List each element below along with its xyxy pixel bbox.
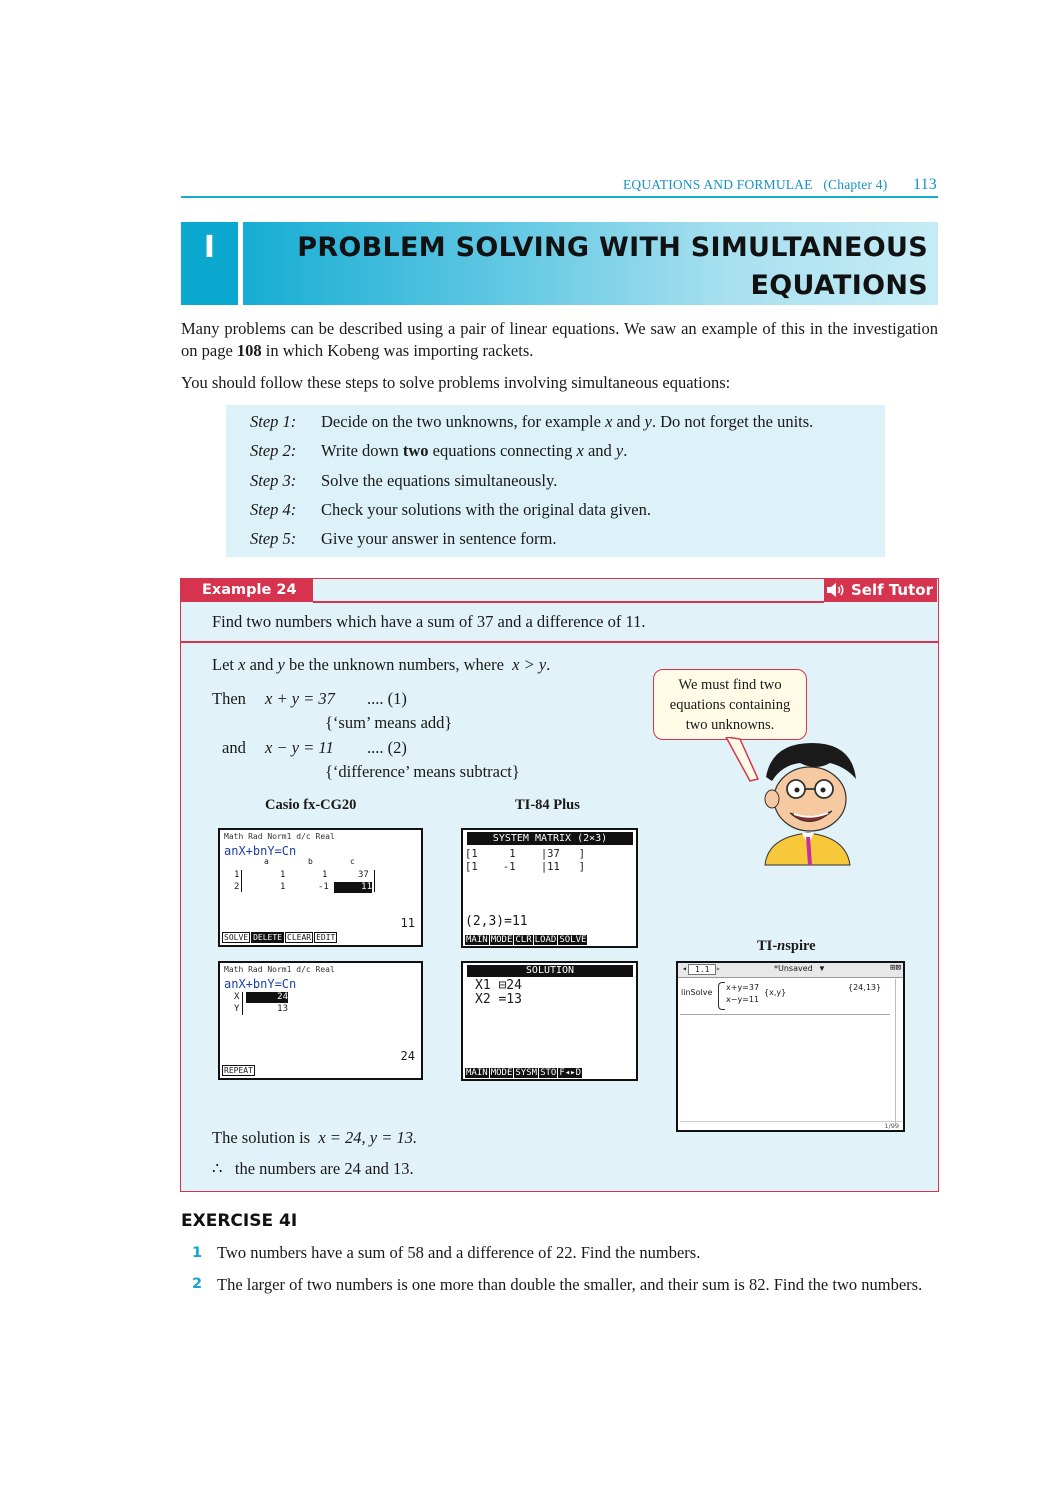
chapter-ref: (Chapter 4) bbox=[823, 177, 888, 192]
dropdown-icon: ▼ bbox=[818, 964, 826, 973]
menu-sysm: SYSM bbox=[515, 1068, 538, 1078]
matrix-row-2: [1 -1 |11 ] bbox=[465, 861, 586, 873]
text: and bbox=[245, 655, 278, 674]
text: be the unknown numbers, where bbox=[284, 655, 509, 674]
cell: 1 bbox=[280, 870, 286, 880]
step-label: Step 5: bbox=[250, 529, 297, 548]
equation-2: x − y = 11 bbox=[265, 738, 334, 757]
footer-divider bbox=[680, 1121, 902, 1122]
x-value: 24 bbox=[246, 992, 288, 1003]
menu-solve: SOLVE bbox=[559, 935, 587, 945]
matrix-bracket bbox=[242, 992, 243, 1015]
menu-repeat: REPEAT bbox=[224, 1066, 253, 1075]
let-statement bbox=[212, 655, 550, 675]
var-x: x bbox=[576, 441, 584, 460]
then-label: Then bbox=[212, 689, 246, 708]
col-a: a bbox=[264, 857, 269, 866]
bubble-line: two unknowns. bbox=[685, 717, 775, 733]
brace-icon bbox=[718, 982, 725, 1010]
intro-text-a: Many problems can be described using a pair of linear equations. We saw an example of this in the investigation on page bbox=[181, 319, 938, 360]
menu-clear: CLEAR bbox=[287, 933, 312, 942]
example-divider bbox=[181, 641, 938, 643]
battery-close-icon: ⊞⊠ bbox=[890, 963, 901, 973]
header-rule bbox=[181, 196, 938, 198]
menu-delete: DELETE bbox=[253, 933, 282, 942]
bubble-line: We must find two bbox=[678, 677, 782, 693]
menu-sto: STO bbox=[540, 1068, 557, 1078]
page-number: 113 bbox=[912, 176, 937, 193]
nspire-vars: {x,y} bbox=[764, 988, 787, 997]
var-y: y bbox=[277, 655, 285, 674]
step-label: Step 3: bbox=[250, 471, 297, 490]
question-number: 1 bbox=[192, 1245, 203, 1261]
equation-2-tag: .... (2) bbox=[367, 738, 407, 757]
cell: 37 bbox=[358, 870, 369, 880]
menu-main: MAIN bbox=[466, 1068, 488, 1078]
solution-x1: X1 ⊟24 bbox=[475, 978, 522, 993]
ti84-screen-2 bbox=[461, 961, 638, 1081]
nspire-eq2: x−y=11 bbox=[726, 995, 760, 1004]
status-icons: Math Rad Norm1 d/c Real bbox=[224, 832, 335, 841]
therefore-icon: ∴ bbox=[212, 1159, 223, 1178]
conclusion-text: the numbers are 24 and 13. bbox=[234, 1159, 414, 1178]
entry-divider bbox=[680, 1014, 890, 1015]
equation-1-tag: .... (1) bbox=[367, 689, 407, 708]
matrix-bracket bbox=[374, 870, 375, 892]
bubble-line: equations containing bbox=[669, 697, 791, 713]
result-value: 11 bbox=[400, 916, 415, 930]
step-text: Check your solutions with the original data given. bbox=[321, 500, 651, 519]
example-top-rule bbox=[313, 601, 824, 603]
nspire-tab: 1.1 bbox=[688, 964, 716, 975]
exercise-heading: EXERCISE 4I bbox=[181, 1211, 298, 1231]
intro-paragraph bbox=[181, 318, 938, 362]
question-1: Two numbers have a sum of 58 and a difference of 22. Find the numbers. bbox=[217, 1243, 701, 1262]
menu-load: LOAD bbox=[534, 935, 557, 945]
and-label: and bbox=[222, 738, 246, 757]
var-x: x bbox=[605, 412, 613, 431]
casio-screen-2 bbox=[218, 961, 423, 1080]
matrix-title: SYSTEM MATRIX (2×3) bbox=[467, 832, 633, 845]
ti84-screen-1 bbox=[461, 828, 638, 948]
step-text bbox=[321, 441, 627, 461]
nspire-result: {24,13} bbox=[848, 983, 882, 992]
note-sum: {‘sum’ means add} bbox=[325, 713, 453, 732]
equation-header: anX+bnY=Cn bbox=[224, 977, 297, 991]
var-y: y bbox=[644, 412, 652, 431]
note-difference: {‘difference’ means subtract} bbox=[325, 762, 520, 781]
ti84-label: TI-84 Plus bbox=[515, 797, 580, 813]
selected-cell: 11 bbox=[334, 882, 372, 893]
solution-title: SOLUTION bbox=[467, 965, 633, 977]
solution-x2: X2 =13 bbox=[475, 992, 522, 1007]
equation-1: x + y = 37 bbox=[265, 689, 335, 708]
steps-intro: You should follow these steps to solve problems involving simultaneous equations: bbox=[181, 373, 731, 392]
step-text-part: and bbox=[583, 441, 616, 460]
step-label: Step 4: bbox=[250, 500, 297, 519]
function-menu bbox=[465, 1068, 582, 1078]
cell: 1 bbox=[322, 870, 328, 880]
conclusion-line bbox=[212, 1159, 414, 1179]
tinspire-screen bbox=[676, 961, 905, 1132]
step-text-part: and bbox=[612, 412, 645, 431]
nav-left-icon: ◂ bbox=[682, 964, 687, 973]
cell-status: (2,3)=11 bbox=[465, 914, 528, 929]
self-tutor-label: Self Tutor bbox=[850, 581, 933, 599]
var-y: y bbox=[615, 441, 624, 460]
intro-text-b: in which Kobeng was importing rackets. bbox=[261, 341, 534, 360]
solution-line bbox=[212, 1128, 417, 1148]
casio-label: Casio fx-CG20 bbox=[265, 797, 357, 813]
section-title bbox=[297, 229, 928, 305]
menu-solve: SOLVE bbox=[224, 933, 249, 942]
page-ref: 108 bbox=[236, 341, 262, 360]
running-header bbox=[623, 176, 937, 194]
tutor-character-icon bbox=[720, 737, 860, 867]
section-title-line2: EQUATIONS bbox=[750, 270, 928, 301]
step-label: Step 2: bbox=[250, 441, 297, 460]
equation-header: anX+bnY=Cn bbox=[224, 844, 297, 858]
scrollbar[interactable] bbox=[895, 979, 902, 1124]
nav-right-icon: ▸ bbox=[716, 964, 721, 973]
speech-bubble bbox=[653, 669, 807, 740]
menu-edit: EDIT bbox=[316, 933, 336, 942]
step-label: Step 1: bbox=[250, 412, 297, 431]
section-letter: I bbox=[181, 222, 238, 305]
row-index: 2 bbox=[234, 882, 240, 892]
text: The solution is bbox=[212, 1128, 315, 1147]
status-icons: Math Rad Norm1 d/c Real bbox=[224, 965, 335, 974]
step-text-part: Write down bbox=[321, 441, 403, 460]
matrix-bracket bbox=[241, 870, 242, 892]
section-title-line1: PROBLEM SOLVING WITH SIMULTANEOUS bbox=[297, 232, 928, 263]
tinspire-label-c: spire bbox=[785, 938, 816, 954]
casio-screen-1 bbox=[218, 828, 423, 947]
question-2: The larger of two numbers is one more than double the smaller, and their sum is 82. Find the two numbers. bbox=[217, 1275, 923, 1294]
text: Let bbox=[212, 655, 239, 674]
menu-mode: MODE bbox=[490, 1068, 513, 1078]
step-bold: two bbox=[402, 441, 429, 460]
cell: -1 bbox=[318, 882, 329, 892]
col-c: c bbox=[350, 857, 355, 866]
condition: x > y bbox=[512, 655, 547, 674]
self-tutor-button[interactable] bbox=[824, 579, 937, 602]
y-value: 13 bbox=[277, 1004, 288, 1014]
nspire-command: linSolve bbox=[681, 988, 713, 997]
step-text-part: equations connecting bbox=[428, 441, 577, 460]
menu-main: MAIN bbox=[466, 935, 488, 945]
var-x: x bbox=[238, 655, 246, 674]
step-text-part: . bbox=[623, 441, 628, 460]
text: . bbox=[546, 655, 551, 674]
question-number: 2 bbox=[192, 1276, 203, 1292]
tinspire-label-a: TI- bbox=[757, 938, 778, 954]
menu-mode: MODE bbox=[490, 935, 513, 945]
x-label: X bbox=[234, 992, 240, 1002]
cell: 1 bbox=[280, 882, 286, 892]
example-question: Find two numbers which have a sum of 37 and a difference of 11. bbox=[212, 612, 646, 631]
menu-clr: CLR bbox=[515, 935, 532, 945]
step-text: Solve the equations simultaneously. bbox=[321, 471, 558, 490]
running-title: EQUATIONS AND FORMULAE bbox=[622, 177, 813, 192]
speaker-icon bbox=[826, 583, 846, 597]
tinspire-label bbox=[757, 938, 816, 955]
tinspire-label-b: n bbox=[777, 938, 786, 954]
example-tab: Example 24 bbox=[181, 579, 313, 602]
nspire-doc-name: *Unsaved bbox=[774, 964, 813, 973]
result-value: 24 bbox=[400, 1049, 415, 1063]
col-b: b bbox=[308, 857, 313, 866]
y-label: Y bbox=[234, 1004, 240, 1014]
nspire-eq1: x+y=37 bbox=[726, 983, 760, 992]
menu-frac-dec: F◂▸D bbox=[559, 1068, 582, 1078]
matrix-row-1: [1 1 |37 ] bbox=[465, 848, 586, 860]
step-text: Give your answer in sentence form. bbox=[321, 529, 557, 548]
nspire-footer: 1/99 bbox=[884, 1122, 899, 1130]
solution-values: x = 24, y = 13. bbox=[318, 1128, 418, 1147]
row-index: 1 bbox=[234, 870, 240, 880]
function-menu bbox=[465, 935, 587, 945]
step-text-part: . Do not forget the units. bbox=[651, 412, 814, 431]
step-text bbox=[321, 412, 813, 432]
step-text-part: Decide on the two unknowns, for example bbox=[321, 412, 606, 431]
function-menu bbox=[222, 932, 337, 943]
